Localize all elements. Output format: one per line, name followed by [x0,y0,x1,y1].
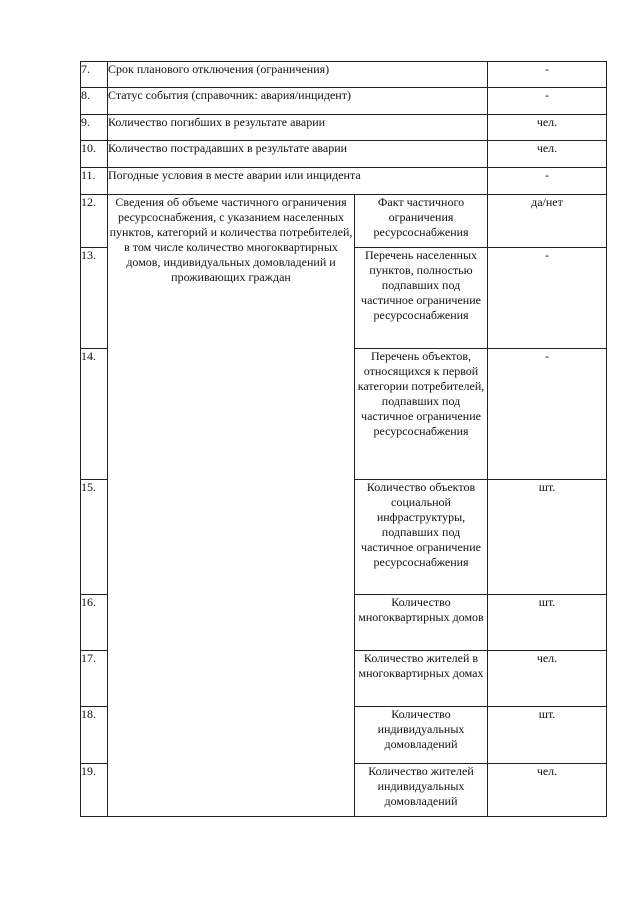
row-unit: - [488,62,607,88]
data-table [80,61,607,817]
table-row [81,62,607,88]
row-text: Погодные условия в месте аварии или инцидента [108,168,488,195]
row-number: 16. [81,595,108,651]
row-unit: шт. [488,707,607,764]
row-number: 14. [81,349,108,480]
row-number: 13. [81,248,108,349]
table-row [81,195,607,248]
row-subitem: Количество объектов социальной инфраструктуры, подпавших под частичное ограничение ресурсоснабжения [355,480,488,595]
row-number: 9. [81,115,108,141]
row-subitem: Количество жителей в многоквартирных домах [355,651,488,707]
row-number: 12. [81,195,108,248]
row-unit: - [488,349,607,480]
group-description: Сведения об объеме частичного ограничения ресурсоснабжения, с указанием населенных пунктов, категорий и количества потребителей, в том числе количество многоквартирных домов, индивидуальных домовладений и проживающих граждан [108,195,355,817]
row-unit: чел. [488,141,607,168]
row-subitem: Перечень населенных пунктов, полностью подпавших под частичное ограничение ресурсоснабжения [355,248,488,349]
row-number: 17. [81,651,108,707]
row-subitem: Факт частичного ограничения ресурсоснабжения [355,195,488,248]
row-subitem: Количество жителей индивидуальных домовладений [355,764,488,817]
row-subitem: Количество индивидуальных домовладений [355,707,488,764]
table-row [81,115,607,141]
row-text: Статус события (справочник: авария/инцидент) [108,88,488,115]
row-number: 11. [81,168,108,195]
table-row [81,141,607,168]
table-row [81,88,607,115]
row-subitem: Количество многоквартирных домов [355,595,488,651]
row-number: 10. [81,141,108,168]
row-number: 15. [81,480,108,595]
row-number: 19. [81,764,108,817]
row-number: 7. [81,62,108,88]
row-number: 8. [81,88,108,115]
row-unit: чел. [488,115,607,141]
row-unit: - [488,248,607,349]
row-unit: чел. [488,651,607,707]
row-unit: да/нет [488,195,607,248]
row-text: Количество погибших в результате аварии [108,115,488,141]
row-unit: - [488,88,607,115]
row-text: Срок планового отключения (ограничения) [108,62,488,88]
table-row [81,168,607,195]
row-unit: чел. [488,764,607,817]
row-text: Количество пострадавших в результате аварии [108,141,488,168]
row-unit: шт. [488,595,607,651]
row-subitem: Перечень объектов, относящихся к первой категории потребителей, подпавших под частичное ограничение ресурсоснабжения [355,349,488,480]
row-number: 18. [81,707,108,764]
row-unit: - [488,168,607,195]
row-unit: шт. [488,480,607,595]
